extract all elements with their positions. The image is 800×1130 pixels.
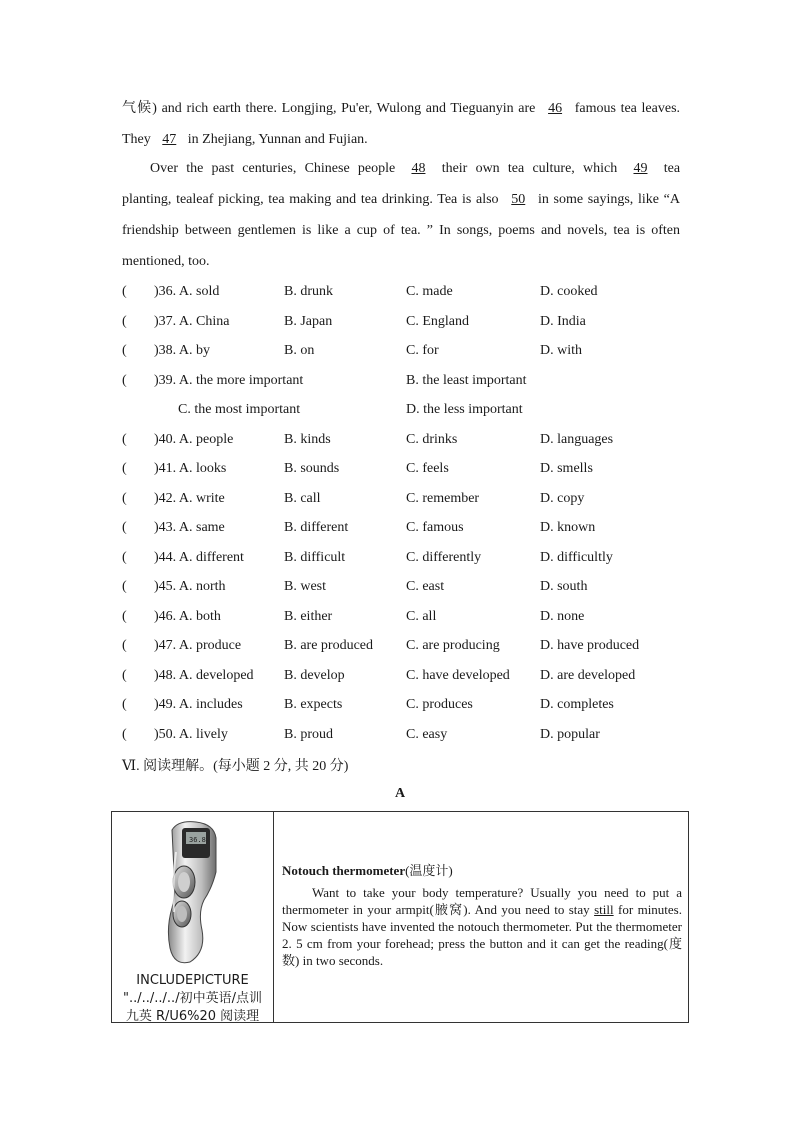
- passage-text: They: [122, 132, 151, 147]
- option-a: )36. A. sold: [154, 284, 220, 299]
- option-b: B. expects: [284, 697, 343, 712]
- question-row: [122, 518, 682, 538]
- option-a: )42. A. write: [154, 490, 225, 506]
- passage-line-1: [122, 99, 680, 119]
- option-c: C. easy: [406, 726, 448, 742]
- option-b: B. either: [284, 608, 333, 624]
- underlined-word: still: [594, 902, 614, 917]
- answer-paren: (: [122, 608, 127, 624]
- option-b: B. call: [284, 490, 321, 506]
- question-row: [122, 400, 682, 420]
- article-paragraph: [282, 884, 682, 969]
- option-a: )41. A. looks: [154, 461, 227, 476]
- caption-line: 九英 R/U6%20 阅读理: [125, 1009, 260, 1024]
- section-title: Ⅵ. 阅读理解。(每小题 2 分, 共 20 分): [122, 759, 349, 774]
- option-a: )37. A. China: [154, 313, 230, 329]
- table-divider: [273, 812, 274, 1022]
- passage-text: tea: [663, 161, 681, 176]
- passage-line-2: [122, 130, 680, 150]
- option-b: B. on: [284, 343, 315, 358]
- question-row: [122, 341, 682, 361]
- option-d: D. copy: [540, 490, 585, 506]
- option-a: )49. A. includes: [154, 697, 243, 712]
- option-b: B. Japan: [284, 313, 333, 329]
- option-c: B. the least important: [406, 372, 527, 388]
- option-a: )39. A. the more important: [154, 372, 304, 388]
- passage-text: famous tea leaves.: [574, 101, 681, 116]
- option-b: B. are produced: [284, 638, 374, 653]
- option-d: D. have produced: [540, 638, 640, 653]
- article-title-zh: (温度计): [405, 863, 453, 878]
- answer-paren: (: [122, 284, 127, 299]
- question-row: [122, 312, 682, 332]
- option-c: C. are producing: [406, 638, 500, 653]
- passage-line-5: friendship between gentlemen is like a cup of tea. ” In songs, poems and novels, tea is often: [122, 223, 680, 238]
- option-d: D. popular: [540, 726, 600, 742]
- part-title: A: [394, 786, 406, 801]
- option-c: C. feels: [406, 461, 449, 476]
- option-c: C. famous: [406, 520, 464, 535]
- passage-line-6: mentioned, too.: [122, 254, 210, 269]
- passage-text: planting, tealeaf picking, tea making and tea drinking. Tea is also: [122, 192, 499, 207]
- option-a: )46. A. both: [154, 608, 221, 624]
- option-a: )43. A. same: [154, 520, 225, 535]
- option-a: )44. A. different: [154, 549, 244, 565]
- answer-paren: (: [122, 372, 127, 388]
- option-c: C. produces: [406, 697, 473, 712]
- answer-paren: (: [122, 726, 127, 742]
- option-d: D. languages: [540, 431, 614, 447]
- option-a: )45. A. north: [154, 579, 226, 594]
- question-row: [122, 371, 682, 391]
- thermometer-image: [112, 812, 273, 972]
- option-b: B. sounds: [284, 461, 340, 476]
- passage-line-4: [122, 190, 680, 210]
- option-d: D. India: [540, 313, 586, 329]
- option-a: )40. A. people: [154, 431, 234, 447]
- answer-paren: (: [122, 549, 127, 565]
- image-cell: [112, 812, 273, 1024]
- passage-text: Over the past centuries, Chinese people: [150, 161, 396, 176]
- question-row: [122, 548, 682, 568]
- passage-text: their own tea culture, which: [441, 161, 618, 176]
- article-text: for minutes. Now scientists have invented the notouch thermometer. Put the thermometer 2. 5 cm from your forehead; press the button and it can get the reading(度数) in two seconds.: [282, 902, 682, 968]
- option-d: D. known: [540, 520, 596, 535]
- answer-paren: (: [122, 697, 127, 712]
- option-c: C. for: [406, 343, 439, 358]
- question-row: [122, 666, 682, 686]
- blank-46: 46: [548, 101, 563, 116]
- option-b: B. drunk: [284, 284, 333, 299]
- option-b: B. difficult: [284, 549, 346, 565]
- option-c: C. England: [406, 313, 469, 329]
- answer-paren: (: [122, 638, 127, 653]
- answer-paren: (: [122, 579, 127, 594]
- option-d: D. with: [540, 343, 582, 358]
- option-a: )47. A. produce: [154, 638, 242, 653]
- answer-paren: (: [122, 343, 127, 358]
- option-d: D. are developed: [540, 667, 636, 683]
- option-b: B. west: [284, 579, 326, 594]
- image-caption: [116, 972, 269, 1026]
- option-a: )38. A. by: [154, 343, 210, 358]
- reading-table: [111, 811, 689, 1023]
- option-c: C. have developed: [406, 667, 510, 683]
- answer-paren: (: [122, 667, 127, 683]
- option-a: )48. A. developed: [154, 667, 254, 683]
- blank-48: 48: [411, 161, 426, 176]
- question-row: [122, 636, 682, 656]
- option-c: C. remember: [406, 490, 480, 506]
- option-d: D. cooked: [540, 284, 598, 299]
- question-row: [122, 489, 682, 509]
- question-row: [122, 607, 682, 627]
- option-d: D. completes: [540, 697, 614, 712]
- option-d: D. difficultly: [540, 549, 613, 565]
- blank-49: 49: [633, 161, 648, 176]
- answer-paren: (: [122, 313, 127, 329]
- option-b: B. different: [284, 520, 349, 535]
- answer-paren: (: [122, 431, 127, 447]
- option-c: C. differently: [406, 549, 482, 565]
- answer-paren: (: [122, 520, 127, 535]
- caption-line: "../../../../初中英语/点训: [123, 991, 262, 1006]
- answer-paren: (: [122, 490, 127, 506]
- option-a: )50. A. lively: [154, 726, 228, 742]
- caption-line: INCLUDEPICTURE: [136, 973, 249, 988]
- option-d: D. south: [540, 579, 588, 594]
- option-d: D. none: [540, 608, 585, 624]
- article-text: Want to take your body temperature? Usually you need to put a thermometer in your armpit(腋窝). And you need to stay: [282, 885, 682, 917]
- option-a: C. the most important: [178, 402, 301, 417]
- answer-paren: (: [122, 461, 127, 476]
- option-b: B. proud: [284, 726, 333, 742]
- question-row: [122, 459, 682, 479]
- option-b: B. kinds: [284, 431, 331, 447]
- blank-47: 47: [162, 132, 177, 147]
- question-row: [122, 725, 682, 745]
- option-c: C. drinks: [406, 431, 458, 447]
- svg-text:36.8: 36.8: [189, 836, 206, 844]
- blank-50: 50: [511, 192, 526, 207]
- passage-text: 气候) and rich earth there. Longjing, Pu'er, Wulong and Tieguanyin are: [122, 101, 536, 116]
- option-c: C. east: [406, 579, 445, 594]
- option-c: C. all: [406, 608, 437, 624]
- option-b: B. develop: [284, 667, 345, 683]
- article-title-en: Notouch thermometer: [282, 863, 406, 878]
- option-c: D. the less important: [406, 402, 523, 417]
- question-row: [122, 430, 682, 450]
- question-row: [122, 695, 682, 715]
- question-row: [122, 577, 682, 597]
- question-row: [122, 282, 682, 302]
- option-d: D. smells: [540, 461, 593, 476]
- article-body: [282, 884, 682, 969]
- passage-line-3: [150, 159, 680, 179]
- option-c: C. made: [406, 284, 453, 299]
- article-title: [282, 860, 453, 879]
- passage-text: in some sayings, like “A: [537, 192, 681, 207]
- passage-text: in Zhejiang, Yunnan and Fujian.: [187, 132, 368, 147]
